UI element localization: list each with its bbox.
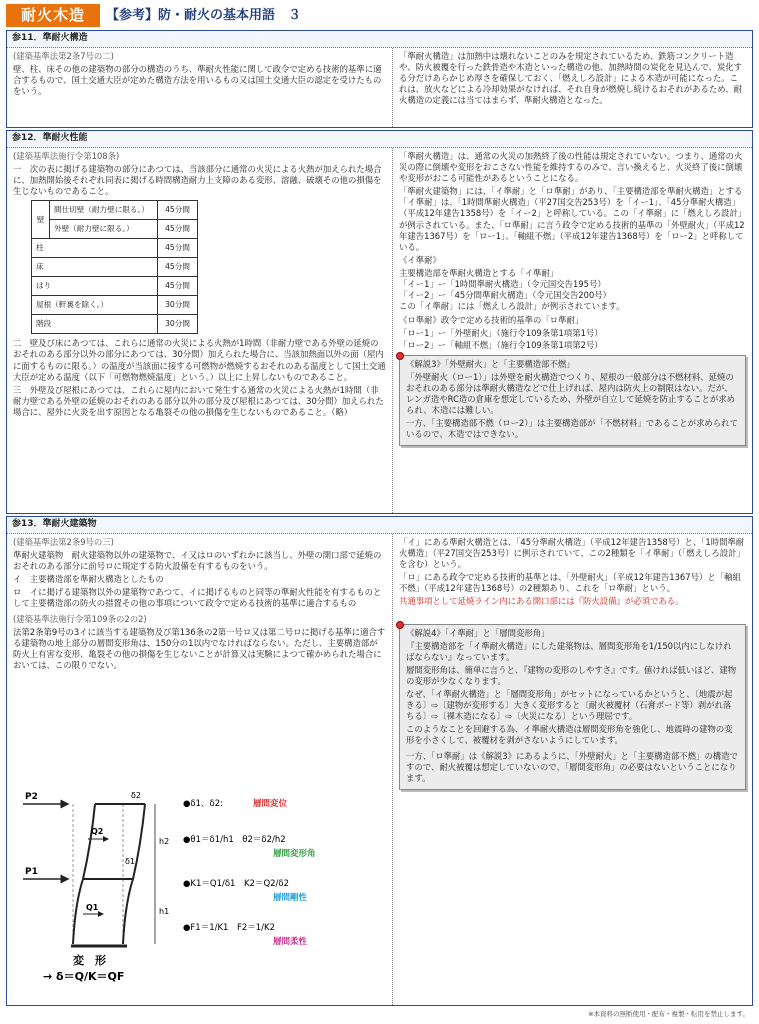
section-11-definition xyxy=(7,48,392,127)
callout-text: 一方、「ロ準耐」は《解説3》にあるように、「外壁耐火」と「主要構造部不燃」の構造ですので、耐火被覆は想定していないので、「層間変形角」の必要はないということになります。 xyxy=(406,750,738,783)
formula: → δ＝Q/K＝QF xyxy=(43,970,125,983)
table-cell-label: 床 xyxy=(32,258,158,277)
table-cell-value: 45分間 xyxy=(158,258,198,277)
caption-deformation: 変 形 xyxy=(73,954,106,967)
callout-text: 層間変形角は、簡単に言うと、『建物の変形のしやすさ』です。値ければ低いほど、建物の変形が少なくなります。 xyxy=(406,664,737,686)
legend-formula: ●F1＝1/K1 F2＝1/K2 xyxy=(183,923,276,933)
list-heading: 《ロ準耐》政令で定める技術的基準の「ロ準耐」 xyxy=(399,315,584,326)
definition-text: 壁、柱、床その他の建築物の部分の構造のうち、準耐火性能に関して政令で定める技術的基準に適合するもので、国土交通大臣が定めた構造方法を用いるもの又は国土交通大臣の認定を受けたものをいう。 xyxy=(13,64,382,97)
q2-label: Q2 xyxy=(91,827,104,836)
section-12-heading: 参12．準耐火性能 xyxy=(7,131,752,148)
callout-text: 一方、「主要構造部不燃（ロー2）」は主要構造部が「不燃材料」であることが求められているので、木造ではできない。 xyxy=(406,418,738,440)
list-item: 主要構造部を準耐火構造とする「イ準耐」 xyxy=(399,267,559,278)
pin-icon xyxy=(396,621,404,629)
pin-icon xyxy=(396,352,404,360)
definition-text: ロ イに掲げる建築物以外の建築物であつて、イに掲げるものと同等の準耐火性能を有するものとして主要構造部の防火の措置その他の事項について政令で定める技術的基準に適合するもの xyxy=(13,587,382,609)
table-row xyxy=(32,258,198,277)
section-13 xyxy=(6,516,753,1006)
q1-label: Q1 xyxy=(86,903,99,912)
delta1-label: δ1 xyxy=(125,857,135,866)
page-title: 【参考】防・耐火の基本用語 ３ xyxy=(106,8,302,23)
definition-text: 準耐火建築物 耐火建築物以外の建築物で、イ又はロのいずれかに該当し、外壁の開口部で延焼のおそれのある部分に前号ロに規定する防火設備を有するものをいう。 xyxy=(13,550,382,572)
legend-term: 層間変形角 xyxy=(273,849,316,859)
legend-term: 層間剛性 xyxy=(273,893,308,903)
legal-reference: (建築基準法第2条7号の二) xyxy=(13,51,114,61)
list-heading: 《イ準耐》 xyxy=(399,254,441,265)
item-2: 二 壁及び床にあつては、これらに通常の火災による火熱が1時間（非耐力壁である外壁の延焼のおそれのある部分以外の部分にあつては、30分間）加えられた場合に、当該加熱面以外の面（屋内に面するものに限る。）の温度が当該面に接する可燃物が燃焼するおそれのある温度として国土交通大臣が定める温度（以下「可燃物燃焼温度」という。）以上に上昇しないものであること。 xyxy=(13,338,386,382)
callout-text: 『主要構造部を「イ準耐火構造」にした建築物は、層間変形角を1/150以内にしなければならない』なっています。 xyxy=(406,640,732,662)
legal-reference: (建築基準法施行令第109条の2の2) xyxy=(13,613,147,624)
callout-title: 《解説4》「イ準耐」と「層間変形角」 xyxy=(406,627,550,638)
section-13-definition xyxy=(7,534,392,1005)
table-cell-value: 45分間 xyxy=(158,220,198,239)
table-cell-label: 外壁（耐力壁に限る。） xyxy=(50,220,158,239)
legal-reference: (建築基準法施行令第108条) xyxy=(13,151,120,161)
table-cell-label: 柱 xyxy=(32,239,158,258)
warning-text: 共通事項として延焼ライン内にある開口部には『防火設備』が必須である。 xyxy=(399,596,684,607)
callout-text: このようなことを回避する為、イ準耐火構造は層間変形角を強化し、地震時の建物の変形を小さくして、被覆材を剥がさないようにしています。 xyxy=(406,724,733,746)
h2-label: h2 xyxy=(159,837,170,846)
definition-text: イ 主要構造部を準耐火構造としたもの xyxy=(13,574,164,585)
table-cell-value: 30分間 xyxy=(158,296,198,315)
section-12 xyxy=(6,130,753,514)
table-row xyxy=(32,220,198,239)
list-item: 「イー1」ー「1時間準耐火構造」（令元国交告195号） xyxy=(399,279,606,290)
legend-term: 層間変位 xyxy=(253,799,288,809)
copyright-footnote: ※本資料の無断使用・配布・複製・転用を禁止します。 xyxy=(588,1010,749,1018)
section-13-heading: 参13．準耐火建築物 xyxy=(7,517,752,534)
list-item: 「イー2」ー「45分間準耐火構造」（令元国交告200号） xyxy=(399,290,612,301)
commentary-text: 「準耐火構造」は、通常の火災の加熱終了後の性能は規定されていない。つまり、通常の火災の際に倒壊や変形をおこさない性能を維持するのみで、言い換えると、火災終了後に倒壊や変形がおこる可能性があるということになる。 xyxy=(399,151,743,184)
section-11 xyxy=(6,30,753,128)
definition-text: 法第2条第9号の3イに該当する建築物及び第136条の2第一号ロ又は第二号ロに掲げる基準に適合する建築物の地上部分の層間変形角は、150分の1以内でなければならない。ただし、主要構造部が防火上有害な変形、亀裂その他の損傷を生じないことが計算又は実験によつて確かめられた場合においては、この限りでない。 xyxy=(13,626,386,670)
table-cell-label: はり xyxy=(32,277,158,296)
h1-label: h1 xyxy=(159,907,170,916)
commentary-text: 「ロ」にある政令で定める技術的基準とは、「外壁耐火」（平成12年建告1367号）と「軸組不燃」（平成12年建告1368号）の2種類あり、これを「ロ準耐」という。 xyxy=(399,572,741,594)
p2-label: P2 xyxy=(25,792,38,802)
table-group-cell: 壁 xyxy=(32,201,50,239)
list-item: 「ロー1」ー「外壁耐火」（施行令109条第1項第1号） xyxy=(399,328,603,339)
section-13-commentary xyxy=(392,534,752,1005)
section-11-commentary xyxy=(392,48,752,127)
section-12-commentary xyxy=(392,148,752,513)
table-cell-value: 30分間 xyxy=(158,315,198,334)
frame-deformation-figure xyxy=(13,784,333,984)
legend-formula: ●K1＝Q1/δ1 K2＝Q2/δ2 xyxy=(183,879,290,889)
explanation-callout xyxy=(399,624,746,790)
table-cell-label: 屋根（軒裏を除く。） xyxy=(32,296,158,315)
delta2-label: δ2 xyxy=(131,791,141,800)
callout-text: 「外壁耐火（ロー1）」は外壁を耐火構造でつくり、屋根の一般部分は不燃材料、延焼のおそれのある部分は準耐火構造などで仕上げれば、屋内は防火上の制限はない。だが、レンガ造やRC造の倉庫を想定しているため、外壁が自立して延焼を防止することが求められ、木造には難しい。 xyxy=(406,371,735,415)
commentary-text: 「準耐火建築物」には、「イ準耐」と「ロ準耐」があり、「主要構造部を準耐火構造」とする「イ準耐」は、「1時間準耐火構造」（平27国交告253号）を「イー1」、「45分準耐火構造」（平成12年建告1358号）を「イー2」と呼称している。この「イ準耐」に「燃えしろ設計」が例示されている。また、「ロ準耐」に言う政令で定める技術的基準の「外壁耐火」（平成12年建告1367号）を「ロー1」、「軸組不燃」（平成12年建告1368号）を「ロー2」と呼称している。 xyxy=(399,186,745,252)
legend-formula: ●θ1＝δ1/h1 θ2＝δ2/h2 xyxy=(183,835,286,845)
item-3: 三 外壁及び屋根にあつては、これらに屋内において発生する通常の火災による火熱が1時間（非耐力壁である外壁の延焼のおそれのある部分以外の部分及び屋根にあつては、30分間）加えられた場合に、屋外に火炎を出す原因となる亀裂その他の損傷を生じないものであること。（略） xyxy=(13,384,384,417)
table-cell-value: 45分間 xyxy=(158,277,198,296)
commentary-text: 「準耐火構造」は加熱中は壊れないことのみを規定されているため、鉄筋コンクリート造や、防火被覆を行った鉄骨造や木造といった構造の他、加熱時間の炭化を見込んで、炭化する分だけあらかじめ厚さを確保しておく、「燃えしろ設計」による木造が可能になった。これは、放火などによる冷却効果がなければ、それ自身が燃焼し続けるおそれがあるため、耐火構造の定義には当てはまらず、準耐火構造となった。 xyxy=(399,51,743,106)
list-item: この「イ準耐」には「燃えしろ設計」が例示されています。 xyxy=(399,301,625,312)
table-row xyxy=(32,315,198,334)
callout-text: なぜ、「イ準耐火構造」と「層間変形角」がセットになっているかというと、〔地震が起きる〕⇨〔建物が変形する〕大きく変形すると〔耐火被覆材（石膏ボード等）剥がれ落ちる〕⇨〔裸木造になる〕⇨〔火災になる〕という理屈です。 xyxy=(406,689,733,722)
legal-reference: (建築基準法第2条9号の三) xyxy=(13,537,114,547)
table-cell-label: 間仕切壁（耐力壁に限る。） xyxy=(50,201,158,220)
callout-title: 《解説3》「外壁耐火」と「主要構造部不燃」 xyxy=(406,358,575,369)
list-item: 「ロー2」ー「軸組不燃」（施行令109条第1項第2号） xyxy=(399,339,603,350)
logo: 耐火木造 xyxy=(6,4,100,27)
table-row xyxy=(32,201,198,220)
story-drift-diagram xyxy=(13,784,333,984)
item-1: 一 次の表に掲げる建築物の部分にあつては、当該部分に通常の火災による火熱が加えられた場合に、加熱開始後それぞれ同表に掲げる時間構造耐力上支障のある変形、溶融、破壊その他の損傷を生じないものであること。 xyxy=(13,164,382,197)
page-header xyxy=(6,4,753,30)
table-cell-label: 階段 xyxy=(32,315,158,334)
table-cell-value: 45分間 xyxy=(158,239,198,258)
table-row xyxy=(32,277,198,296)
fire-resistance-table xyxy=(31,200,198,334)
legend-term: 層間柔性 xyxy=(273,937,308,947)
table-cell-value: 45分間 xyxy=(158,201,198,220)
table-row xyxy=(32,239,198,258)
p1-label: P1 xyxy=(25,867,38,877)
section-12-definition xyxy=(7,148,392,513)
explanation-callout xyxy=(399,355,746,447)
section-11-heading: 参11．準耐火構造 xyxy=(7,31,752,48)
commentary-text: 「イ」にある準耐火構造とは、「45分準耐火構造」（平成12年建告1358号）と、「1時間準耐火構造」（平27国交告253号）に例示されていて、この2種類を「イ準耐」（「燃えしろ設計」を含む）という。 xyxy=(399,537,745,570)
table-row xyxy=(32,296,198,315)
legend-formula: ●δ1、δ2: xyxy=(183,799,223,809)
